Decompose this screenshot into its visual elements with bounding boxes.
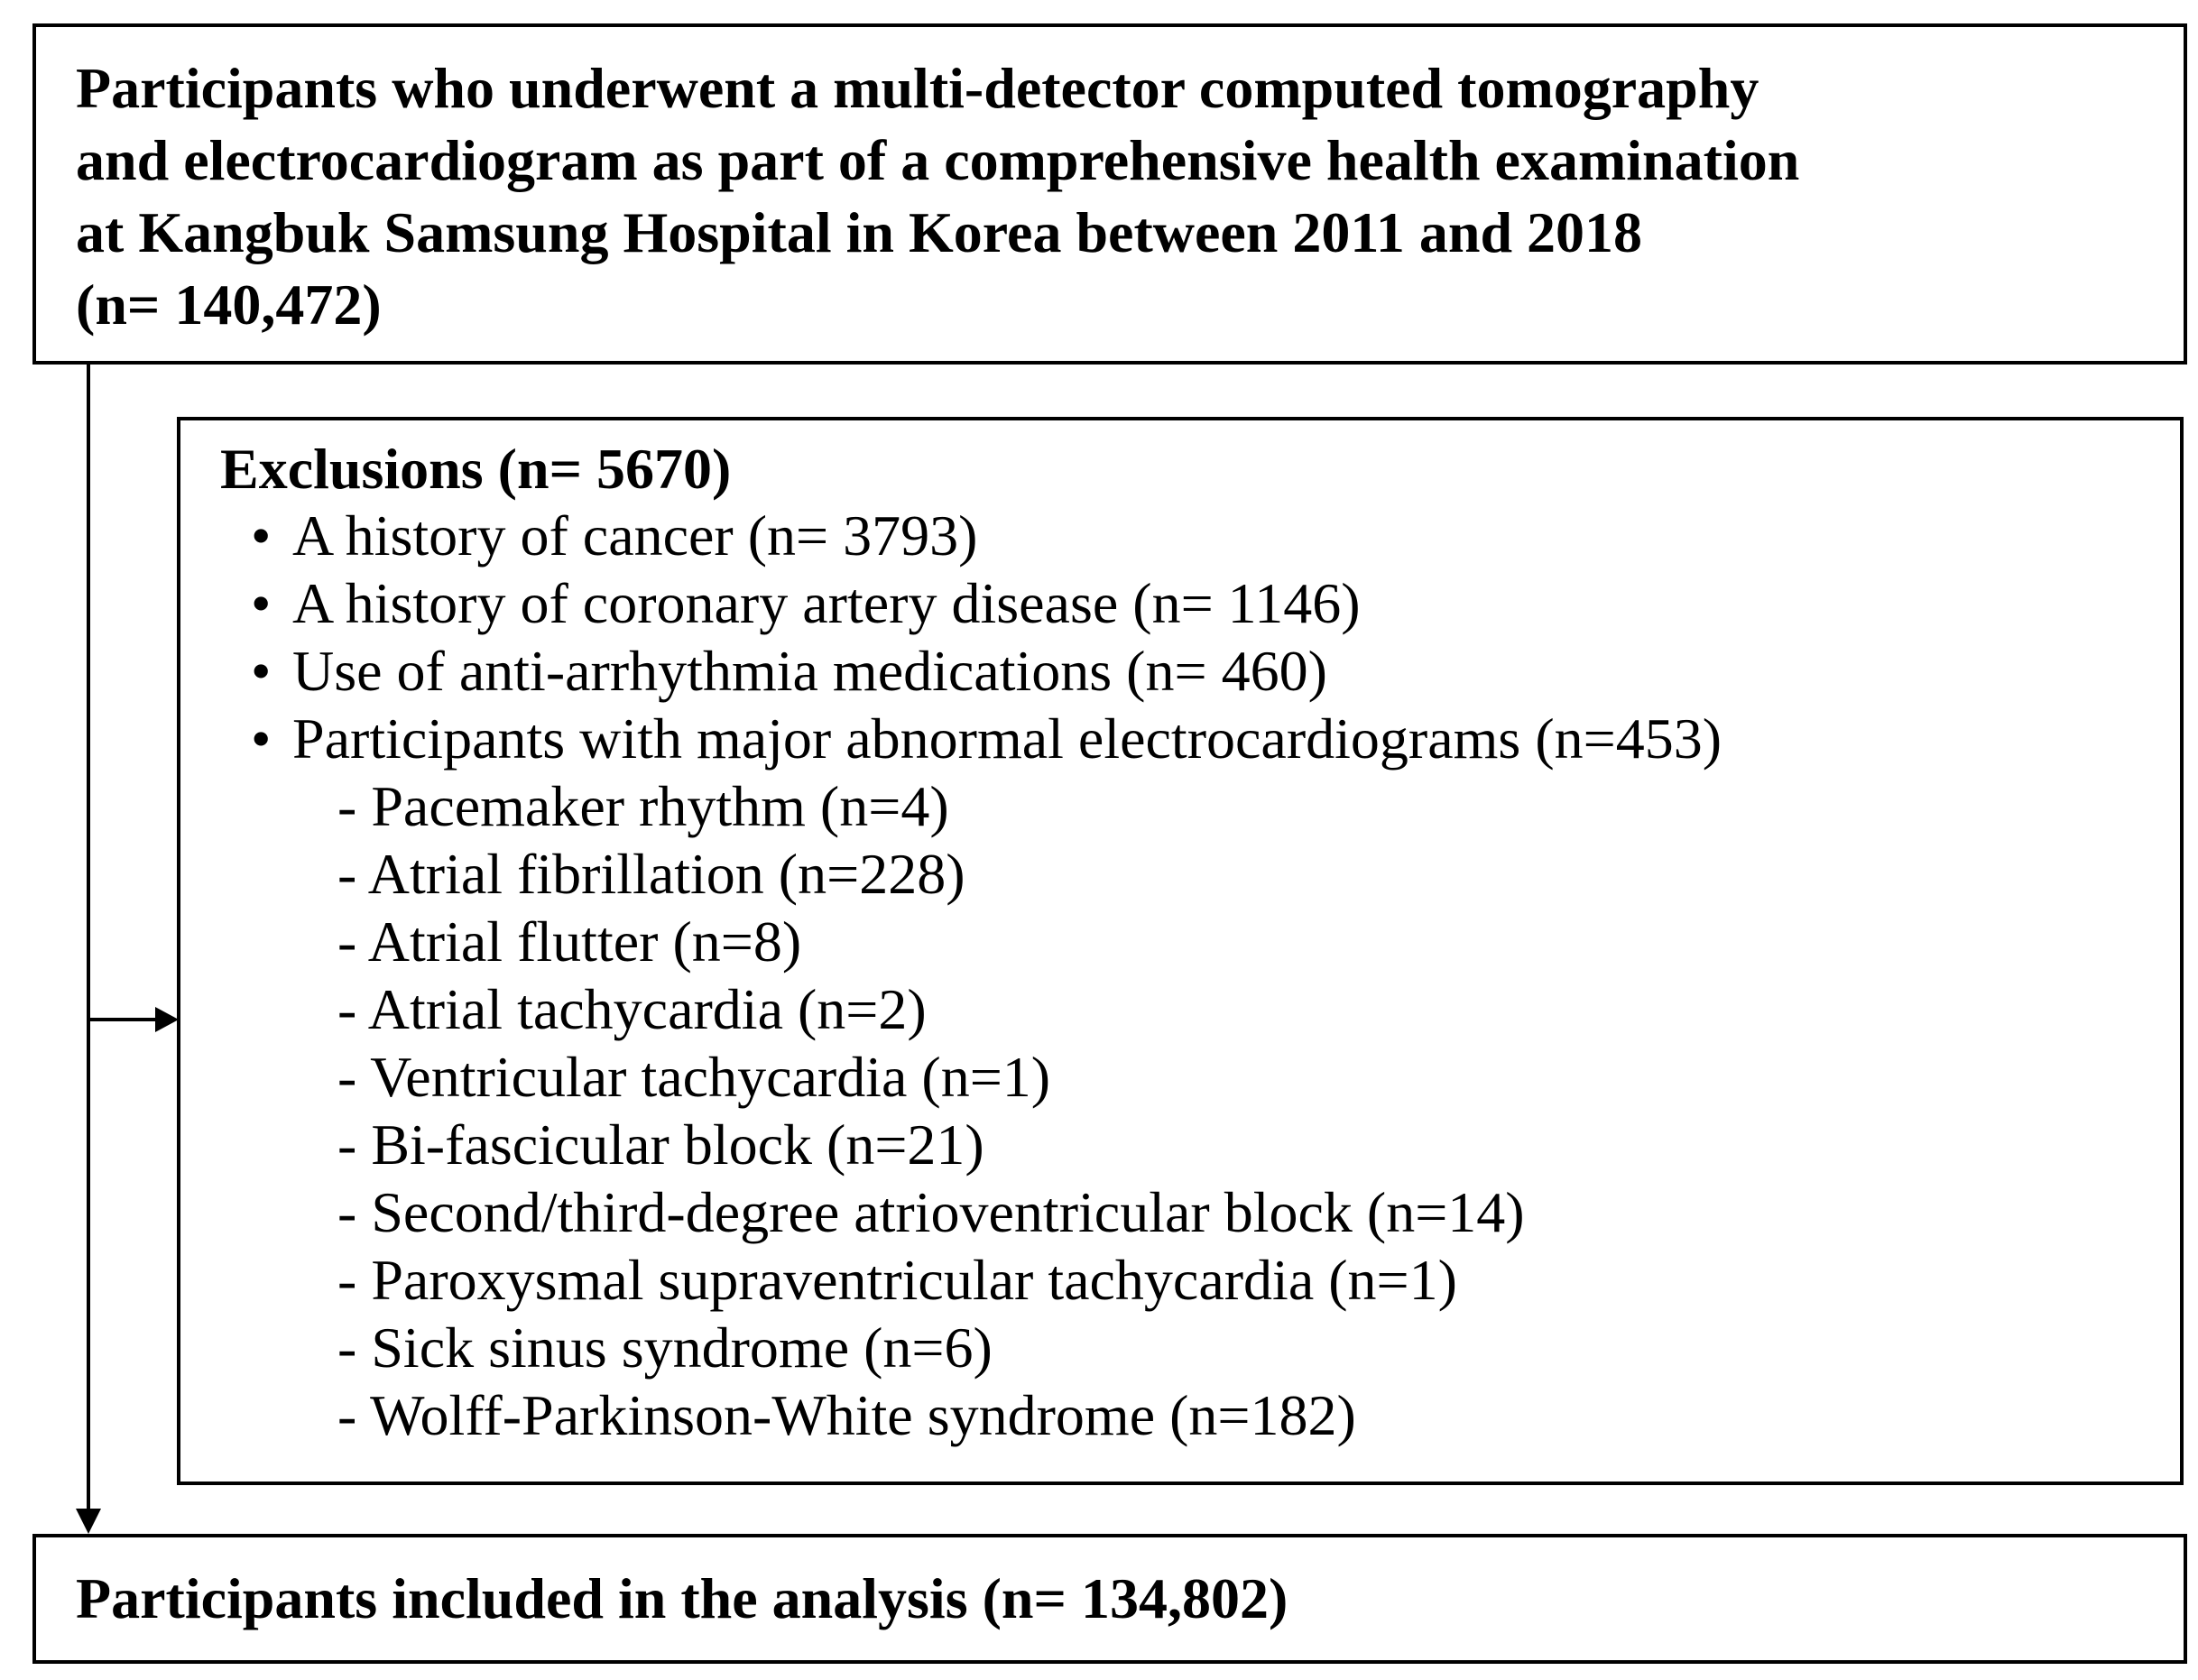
ecg-sub-item: - Atrial tachycardia (n=2) bbox=[337, 977, 927, 1041]
initial-population-line-3: at Kangbuk Samsung Hospital in Korea between 2011 and 2018 bbox=[76, 200, 1643, 264]
main-flow-arrowhead bbox=[76, 1509, 101, 1534]
bullet-icon: • bbox=[251, 503, 272, 568]
initial-population-line-1: Participants who underwent a multi-detector computed tomography bbox=[76, 56, 1759, 120]
exclusion-branch-arrowhead bbox=[155, 1007, 179, 1032]
final-population-label: Participants included in the analysis (n= 134,802) bbox=[76, 1566, 1288, 1630]
exclusions-title: Exclusions (n= 5670) bbox=[220, 437, 732, 501]
ecg-sub-item: - Second/third-degree atrioventricular block (n=14) bbox=[337, 1180, 1525, 1244]
initial-population-box bbox=[32, 23, 2187, 365]
exclusion-item bbox=[220, 502, 2180, 569]
exclusions-box bbox=[177, 417, 2184, 1485]
ecg-sub-item: - Paroxysmal supraventricular tachycardia (n=1) bbox=[337, 1248, 1457, 1312]
exclusion-item bbox=[220, 705, 2180, 772]
ecg-sub-item: - Pacemaker rhythm (n=4) bbox=[337, 774, 949, 838]
exclusion-item-label: A history of coronary artery disease (n= 1146) bbox=[292, 571, 1361, 635]
exclusion-item bbox=[220, 569, 2180, 637]
exclusion-item bbox=[220, 637, 2180, 705]
initial-population-count: (n= 140,472) bbox=[76, 272, 382, 337]
bullet-icon: • bbox=[251, 571, 272, 635]
initial-population-line-2: and electrocardiogram as part of a comprehensive health examination bbox=[76, 128, 1800, 192]
exclusion-item-label: Participants with major abnormal electrocardiograms (n=453) bbox=[292, 706, 1722, 771]
ecg-sub-item: - Sick sinus syndrome (n=6) bbox=[337, 1315, 993, 1380]
final-population-box bbox=[32, 1534, 2187, 1664]
ecg-sub-item: - Atrial fibrillation (n=228) bbox=[337, 842, 965, 906]
ecg-sub-item: - Atrial flutter (n=8) bbox=[337, 909, 802, 974]
ecg-sub-item: - Bi-fascicular block (n=21) bbox=[337, 1112, 984, 1177]
ecg-sub-item: - Wolff-Parkinson-White syndrome (n=182) bbox=[337, 1383, 1356, 1447]
exclusion-item-label: Use of anti-arrhythmia medications (n= 460) bbox=[292, 639, 1327, 703]
exclusion-item-label: A history of cancer (n= 3793) bbox=[292, 503, 978, 568]
bullet-icon: • bbox=[251, 639, 272, 703]
ecg-sub-item: - Ventricular tachycardia (n=1) bbox=[337, 1045, 1051, 1109]
bullet-icon: • bbox=[251, 706, 272, 771]
